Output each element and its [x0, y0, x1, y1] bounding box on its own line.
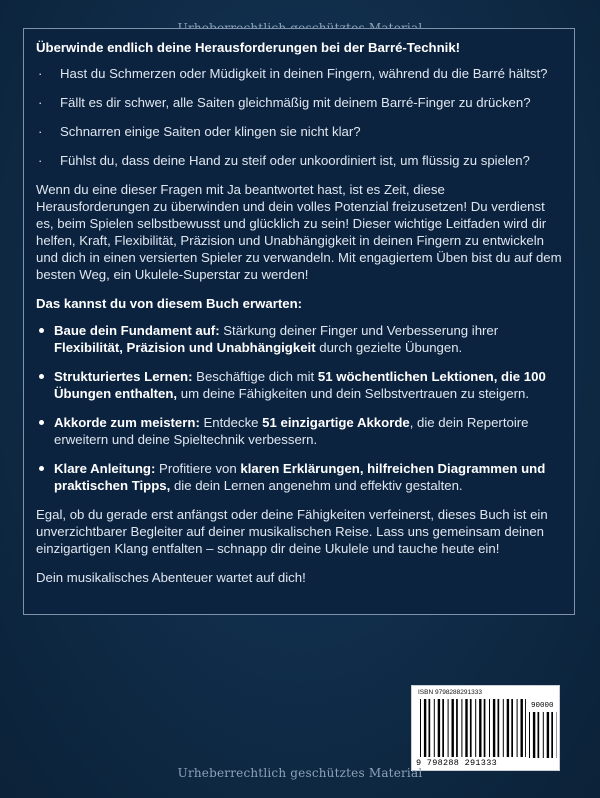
question-item: · Schnarren einige Saiten oder klingen sie nicht klar?	[38, 124, 361, 139]
bullet-icon: ·	[38, 124, 43, 139]
intro-paragraph: Wenn du eine dieser Fragen mit Ja beantwortet hast, ist es Zeit, diese Herausforderungen zu überwinden und dein volles Potenzial freizusetzen! Du verdienst es, beim Spielen selbstbewusst und glücklich zu sein! Dieser wichtige Leitfaden wird dir helfen, Kraft, Flexibilität, Präzision und Unabhängigkeit in deinen Fingern zu entwickeln und dich in einen versierten Spieler zu verwandeln. Mit engagiertem Üben bist du auf dem besten Weg, ein Ukulele-Superstar zu werden!	[36, 182, 562, 282]
question-list	[36, 65, 562, 169]
copyright-watermark-bottom: Urheberrechtlich geschütztes Material	[177, 766, 423, 780]
bullet-icon: ·	[38, 95, 43, 110]
bullet-dot-icon	[39, 328, 44, 333]
barcode-icon	[420, 699, 526, 761]
isbn-digits: 9 798288 291333	[416, 758, 498, 768]
feature-item: Baue dein Fundament auf: Stärkung deiner Finger und Verbesserung ihrer Flexibilität, Präzision und Unabhängigkeit durch gezielte Übungen.	[36, 322, 562, 356]
price-barcode-icon	[529, 712, 557, 762]
closing-paragraph: Egal, ob du gerade erst anfängst oder deine Fähigkeiten verfeinerst, dieses Buch ist ein unverzichtbarer Begleiter auf deiner musikalischen Reise. Lass uns gemeinsam deinen einzigartigen Klang entfalten – schnapp dir deine Ukulele und tauche heute ein!	[36, 507, 548, 556]
feature-item: Klare Anleitung: Profitiere von klaren Erklärungen, hilfreichen Diagrammen und praktischen Tipps, die dein Lernen angenehm und effektiv gestalten.	[36, 460, 562, 494]
bullet-dot-icon	[39, 420, 44, 425]
question-item: · Fühlst du, dass deine Hand zu steif oder unkoordiniert ist, um flüssig zu spielen?	[38, 153, 530, 168]
isbn-label: ISBN 9798288291333	[418, 689, 482, 696]
question-item: · Hast du Schmerzen oder Müdigkeit in deinen Fingern, während du die Barré hältst?	[38, 66, 548, 81]
final-line: Dein musikalisches Abenteuer wartet auf dich!	[36, 570, 306, 585]
headline: Überwinde endlich deine Herausforderungen bei der Barré-Technik!	[36, 40, 461, 55]
feature-item: Akkorde zum meistern: Entdecke 51 einzigartige Akkorde, die dein Repertoire erweitern und deine Spieltechnik verbessern.	[36, 414, 562, 448]
question-item: · Fällt es dir schwer, alle Saiten gleichmäßig mit deinem Barré-Finger zu drücken?	[38, 95, 531, 110]
feature-list	[36, 322, 562, 494]
blurb-panel	[23, 28, 575, 615]
bullet-icon: ·	[38, 66, 43, 81]
barcode-box	[411, 685, 560, 771]
bullet-dot-icon	[39, 374, 44, 379]
bullet-dot-icon	[39, 466, 44, 471]
price-code: 90000	[531, 702, 554, 710]
bullet-icon: ·	[38, 153, 43, 168]
feature-item: Strukturiertes Lernen: Beschäftige dich mit 51 wöchentlichen Lektionen, die 100 Übungen enthalten, um deine Fähigkeiten und dein Selbstvertrauen zu steigern.	[36, 368, 562, 402]
expect-heading: Das kannst du von diesem Buch erwarten:	[36, 296, 303, 311]
